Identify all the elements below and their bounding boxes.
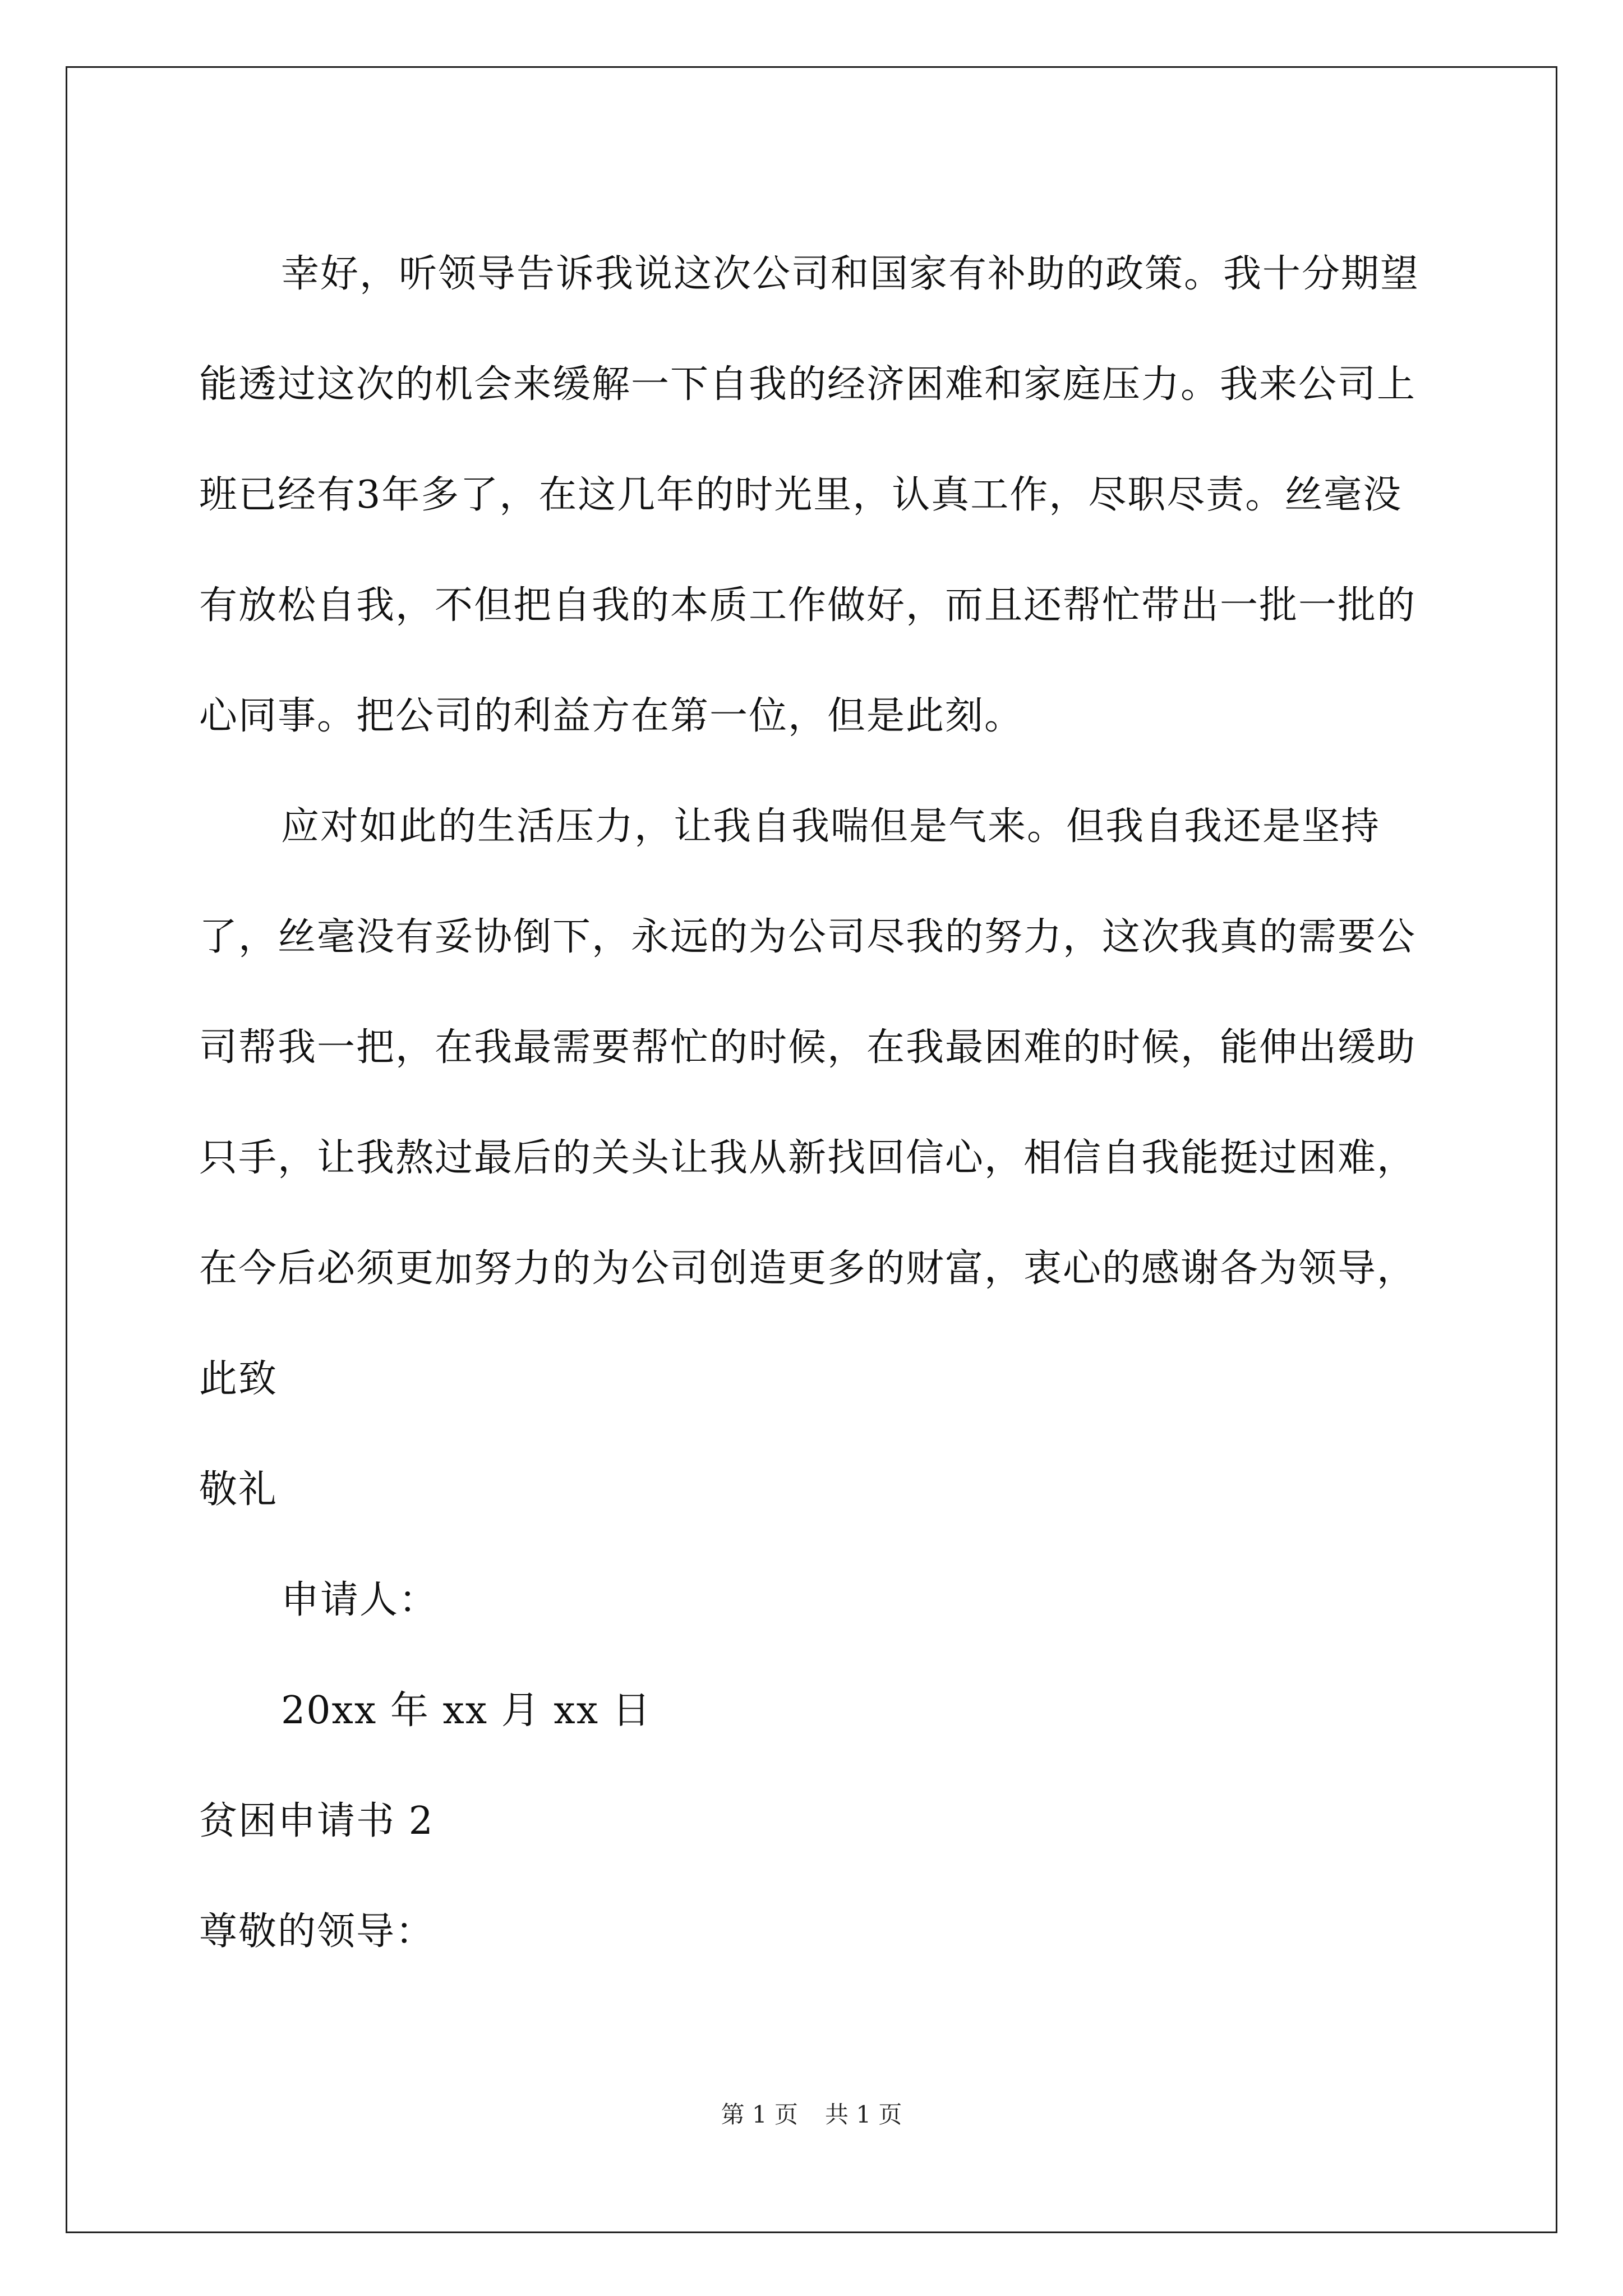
page-footer xyxy=(0,2098,1623,2132)
salutation-line: 尊敬的领导： xyxy=(199,1910,435,1954)
paragraph-1: 幸好，听领导告诉我说这次公司和国家有补助的政策。我十分期望能透过这次的机会来缓解一下自我的经济困难和家庭压力。我来公司上班已经有3年多了，在这几年的时光里，认真工作，尽职尽责。丝毫没有放松自我，不但把自我的本质工作做好，而且还帮忙带出一批一批的心同事。把公司的利益方在第一位，但是此刻。 xyxy=(199,252,1420,738)
page-number: 第 1 页 xyxy=(721,2101,798,2128)
document-body xyxy=(199,219,1427,1987)
date-line: 20xx 年 xx 月 xx 日 xyxy=(281,1688,652,1733)
paragraph-2: 应对如此的生活压力，让我自我喘但是气来。但我自我还是坚持了，丝毫没有妥协倒下，永远的为公司尽我的努力，这次我真的需要公司帮我一把，在我最需要帮忙的时候，在我最困难的时候，能伸出缓助只手，让我熬过最后的关头让我从新找回信心，相信自我能挺过困难，在今后必须更加努力的为公司创造更多的财富，衷心的感谢各为领导， xyxy=(199,804,1417,1291)
closing-line-1: 此致 xyxy=(199,1357,278,1401)
page-total: 共 1 页 xyxy=(825,2101,902,2128)
applicant-line: 申请人： xyxy=(281,1578,439,1622)
closing-line-2: 敬礼 xyxy=(199,1467,278,1512)
next-letter-title: 贫困申请书 2 xyxy=(199,1799,434,1843)
